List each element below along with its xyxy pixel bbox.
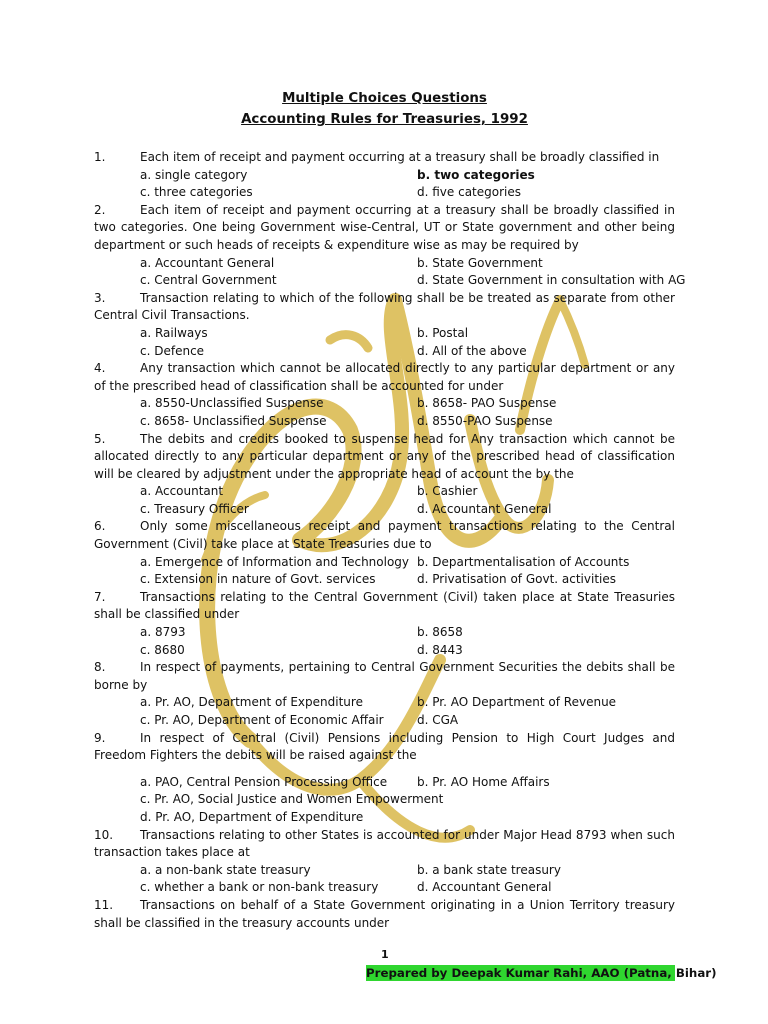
- answer-option: d. five categories: [417, 185, 522, 200]
- question-stem: [94, 518, 675, 553]
- answer-options: [94, 483, 675, 518]
- answer-option: c. Defence: [140, 343, 205, 358]
- answer-option: b. Pr. AO Home Affairs: [417, 774, 550, 789]
- answer-options: [94, 624, 675, 659]
- document-title: [94, 88, 675, 130]
- question-item: [94, 202, 686, 290]
- question-text: Transactions on behalf of a State Government originating in a Union Territory treasury shall be classified in the treasury accounts under: [94, 897, 675, 930]
- answer-option: a. Emergence of Information and Technology: [140, 554, 410, 569]
- answer-option: c. 8680: [140, 642, 185, 657]
- answer-option: b. two categories: [417, 167, 535, 182]
- question-text: The debits and credits booked to suspense head for Any transaction which cannot be allocated directly to any particular department or any of the prescribed head of classification will be cleared by adjustment under the appropriate head of account the by the: [94, 431, 675, 481]
- question-text: Only some miscellaneous receipt and payment transactions relating to the Central Government (Civil) take place at State Treasuries due to: [94, 519, 675, 552]
- answer-option: d. Pr. AO, Department of Expenditure: [140, 809, 364, 824]
- answer-option: c. Treasury Officer: [140, 501, 249, 516]
- question-stem: [94, 202, 675, 255]
- answer-options: [94, 774, 675, 792]
- question-stem: [94, 897, 675, 932]
- page-number: 1: [381, 948, 389, 961]
- question-number: 2.: [94, 202, 106, 217]
- answer-option: d. Accountant General: [417, 880, 552, 895]
- answer-option: a. Railways: [140, 325, 208, 340]
- answer-option: a. 8793: [140, 625, 186, 640]
- question-stem: [94, 290, 675, 325]
- answer-option: d. 8443: [417, 642, 463, 657]
- answer-options: [94, 554, 675, 589]
- answer-option: b. 8658: [417, 625, 463, 640]
- answer-option: d. Accountant General: [417, 501, 552, 516]
- question-item: [94, 827, 675, 897]
- answer-options-extra: [94, 791, 675, 826]
- question-text: Any transaction which cannot be allocated directly to any particular department or any of the prescribed head of classification shall be accounted for under: [94, 361, 675, 393]
- answer-option: c. Extension in nature of Govt. services: [140, 572, 376, 587]
- answer-option: c. whether a bank or non-bank treasury: [140, 880, 379, 895]
- answer-option: c. three categories: [140, 185, 253, 200]
- answer-option: c. Pr. AO, Department of Economic Affair: [140, 713, 384, 727]
- answer-option: b. a bank state treasury: [417, 862, 561, 877]
- question-item: [94, 897, 675, 932]
- question-stem: [94, 149, 675, 167]
- answer-options: [94, 167, 675, 202]
- question-text: Each item of receipt and payment occurring at a treasury shall be broadly classified in: [140, 150, 660, 164]
- question-number: 8.: [94, 660, 106, 675]
- answer-option: a. single category: [140, 167, 248, 182]
- question-number: 9.: [94, 730, 106, 745]
- question-number: 11.: [94, 897, 114, 912]
- question-item: [94, 360, 675, 430]
- question-item: [94, 730, 675, 827]
- question-item: [94, 431, 675, 519]
- answer-option: d. Privatisation of Govt. activities: [417, 572, 616, 587]
- answer-option: b. State Government: [417, 255, 543, 270]
- answer-options: [94, 694, 675, 729]
- question-item: [94, 149, 675, 202]
- question-number: 5.: [94, 431, 106, 446]
- question-number: 3.: [94, 290, 106, 305]
- question-number: 10.: [94, 827, 114, 842]
- question-item: [94, 659, 675, 729]
- question-stem: [94, 827, 675, 862]
- question-number: 7.: [94, 589, 106, 604]
- answer-option: d. 8550-PAO Suspense: [417, 413, 553, 428]
- answer-option: b. Departmentalisation of Accounts: [417, 554, 630, 569]
- question-stem: [94, 360, 675, 395]
- question-stem: [94, 730, 675, 765]
- question-number: 4.: [94, 361, 106, 376]
- answer-option: d. State Government in consultation with AG: [417, 273, 686, 288]
- question-text: Transactions relating to the Central Government (Civil) taken place at State Treasuries shall be classified under: [94, 589, 675, 622]
- question-item: [94, 290, 675, 360]
- answer-option: a. a non-bank state treasury: [140, 862, 311, 877]
- answer-option: a. Accountant General: [140, 255, 275, 270]
- answer-options: [94, 255, 686, 290]
- question-number: 6.: [94, 519, 106, 534]
- answer-options: [94, 395, 675, 430]
- question-item: [94, 518, 675, 588]
- answer-option: a. PAO, Central Pension Processing Office: [140, 774, 388, 789]
- question-text: In respect of payments, pertaining to Central Government Securities the debits shall be borne by: [94, 660, 675, 692]
- question-stem: [94, 589, 675, 624]
- question-text: In respect of Central (Civil) Pensions including Pension to High Court Judges and Freedom Fighters the debits will be raised against the: [94, 730, 675, 763]
- question-list: [94, 88, 686, 932]
- answer-options: [94, 862, 675, 897]
- question-stem: [94, 431, 675, 484]
- author-credit: Prepared by Deepak Kumar Rahi, AAO (Patna, Bihar): [366, 966, 717, 980]
- question-stem: [94, 659, 675, 694]
- title-line-1: Multiple Choices Questions: [282, 91, 487, 106]
- answer-option: c. Pr. AO, Social Justice and Women Empowerment: [140, 792, 444, 807]
- answer-option: d. CGA: [417, 713, 459, 727]
- answer-option: b. 8658- PAO Suspense: [417, 396, 557, 411]
- question-text: Transactions relating to other States is accounted for under Major Head 8793 when such transaction takes place at: [94, 827, 675, 860]
- answer-option: c. Central Government: [140, 273, 277, 288]
- answer-options: [94, 325, 675, 360]
- answer-option: c. 8658- Unclassified Suspense: [140, 413, 327, 428]
- question-item: [94, 589, 675, 659]
- answer-option: d. All of the above: [417, 343, 527, 358]
- question-number: 1.: [94, 150, 106, 164]
- answer-option: a. 8550-Unclassified Suspense: [140, 396, 324, 411]
- answer-option: a. Accountant: [140, 484, 224, 499]
- question-text: Each item of receipt and payment occurring at a treasury shall be broadly classified in two categories. One being Government wise-Central, UT or State government and other being department or such heads of receipts & expenditure wise as may be required by: [94, 202, 675, 252]
- answer-option: b. Postal: [417, 325, 469, 340]
- answer-option: a. Pr. AO, Department of Expenditure: [140, 695, 363, 710]
- question-text: Transaction relating to which of the following shall be be treated as separate from other Central Civil Transactions.: [94, 290, 675, 323]
- answer-option: b. Cashier: [417, 484, 478, 499]
- title-line-2: Accounting Rules for Treasuries, 1992: [241, 112, 528, 127]
- answer-option: b. Pr. AO Department of Revenue: [417, 695, 617, 710]
